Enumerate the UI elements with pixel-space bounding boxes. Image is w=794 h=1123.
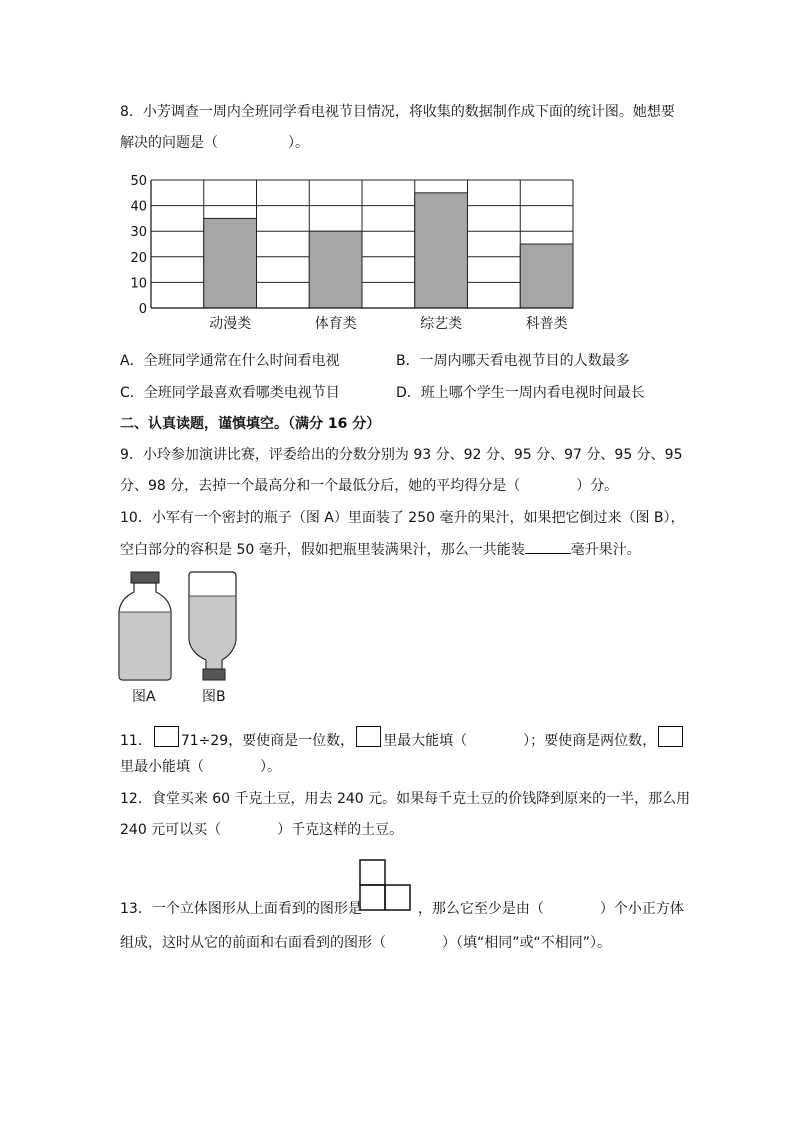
bottle-a-label: 图A [132, 689, 156, 705]
q9-text-line1: 9．小玲参加演讲比赛，评委给出的分数分别为 93 分、92 分、95 分、97 分、95 分、95 [120, 447, 683, 463]
q10-text-line2 [120, 539, 641, 560]
q13-text-part2: ，那么它至少是由（ ）个小正方体 [417, 901, 684, 917]
q11-number: 11． [120, 733, 152, 749]
q12-text-line1: 12．食堂买来 60 千克土豆，用去 240 元。如果每千克土豆的价钱降到原来的一半，那么用 [120, 791, 691, 807]
q11-text-part2: 里最大能填（ ）；要使商是两位数， [383, 733, 657, 749]
q12-text-line2: 240 元可以买（ ）千克这样的土豆。 [120, 822, 404, 838]
bottle-b-label: 图B [202, 689, 226, 705]
q8-text-line2: 解决的问题是（ ）。 [120, 135, 309, 151]
y-tick-label: 40 [130, 199, 147, 215]
y-tick-label: 30 [130, 225, 147, 241]
chart-x-ticks [209, 315, 568, 332]
q11-digit-box[interactable] [154, 726, 179, 747]
q10-text-line2b: 毫升果汁。 [570, 542, 641, 558]
q11-digit-box[interactable] [658, 726, 683, 747]
q9-text-line2: 分、98 分，去掉一个最高分和一个最低分后，她的平均得分是（ ）分。 [120, 478, 619, 494]
y-tick-label: 20 [130, 250, 147, 266]
bottle-b [189, 572, 236, 680]
bar-4 [520, 244, 573, 308]
bottle-figures [118, 568, 248, 708]
section2-heading: 二、认真读题，谨慎填空。（满分 16 分） [120, 416, 381, 432]
q10-text-line1: 10．小军有一个密封的瓶子（图 A）里面装了 250 毫升的果汁，如果把它倒过来（图 B）， [120, 510, 685, 526]
q13-text-line1 [120, 899, 684, 919]
q13-text-part1: 13．一个立体图形从上面看到的图形是 [120, 901, 362, 917]
q8-option-a[interactable]: A．全班同学通常在什么时间看电视 [120, 353, 340, 369]
chart-bars [204, 193, 573, 308]
y-tick-label: 10 [130, 276, 147, 292]
x-tick-label: 科普类 [525, 316, 568, 332]
q8-option-d[interactable]: D．班上哪个学生一周内看电视时间最长 [396, 385, 645, 401]
y-tick-label: 50 [130, 174, 147, 189]
chart-y-ticks [130, 174, 147, 317]
y-tick-label: 0 [138, 302, 147, 317]
bottle-a [119, 572, 171, 680]
bar-2 [309, 231, 362, 308]
x-tick-label: 动漫类 [209, 316, 252, 332]
tv-program-bar-chart [118, 172, 578, 332]
q10-answer-blank[interactable] [525, 539, 571, 554]
x-tick-label: 体育类 [314, 316, 357, 332]
q8-option-c[interactable]: C．全班同学最喜欢看哪类电视节目 [120, 385, 340, 401]
q10-text-line2a: 空白部分的容积是 50 毫升，假如把瓶里装满果汁，那么一共能装 [120, 542, 525, 558]
bar-1 [204, 218, 257, 308]
q11-text-part1: 71÷29，要使商是一位数， [180, 733, 355, 749]
q11-text-line2: 里最小能填（ ）。 [120, 759, 281, 775]
q13-text-line2: 组成，这时从它的前面和右面看到的图形（ ）（填“相同”或“不相同”）。 [120, 935, 612, 951]
q8-text-line1: 8．小芳调查一周内全班同学看电视节目情况，将收集的数据制作成下面的统计图。她想要 [120, 104, 675, 120]
q8-option-b[interactable]: B．一周内哪天看电视节目的人数最多 [396, 353, 630, 369]
x-tick-label: 综艺类 [420, 316, 463, 332]
q11-digit-box[interactable] [356, 726, 381, 747]
bar-3 [415, 193, 468, 308]
q11-text-line1 [120, 726, 685, 751]
